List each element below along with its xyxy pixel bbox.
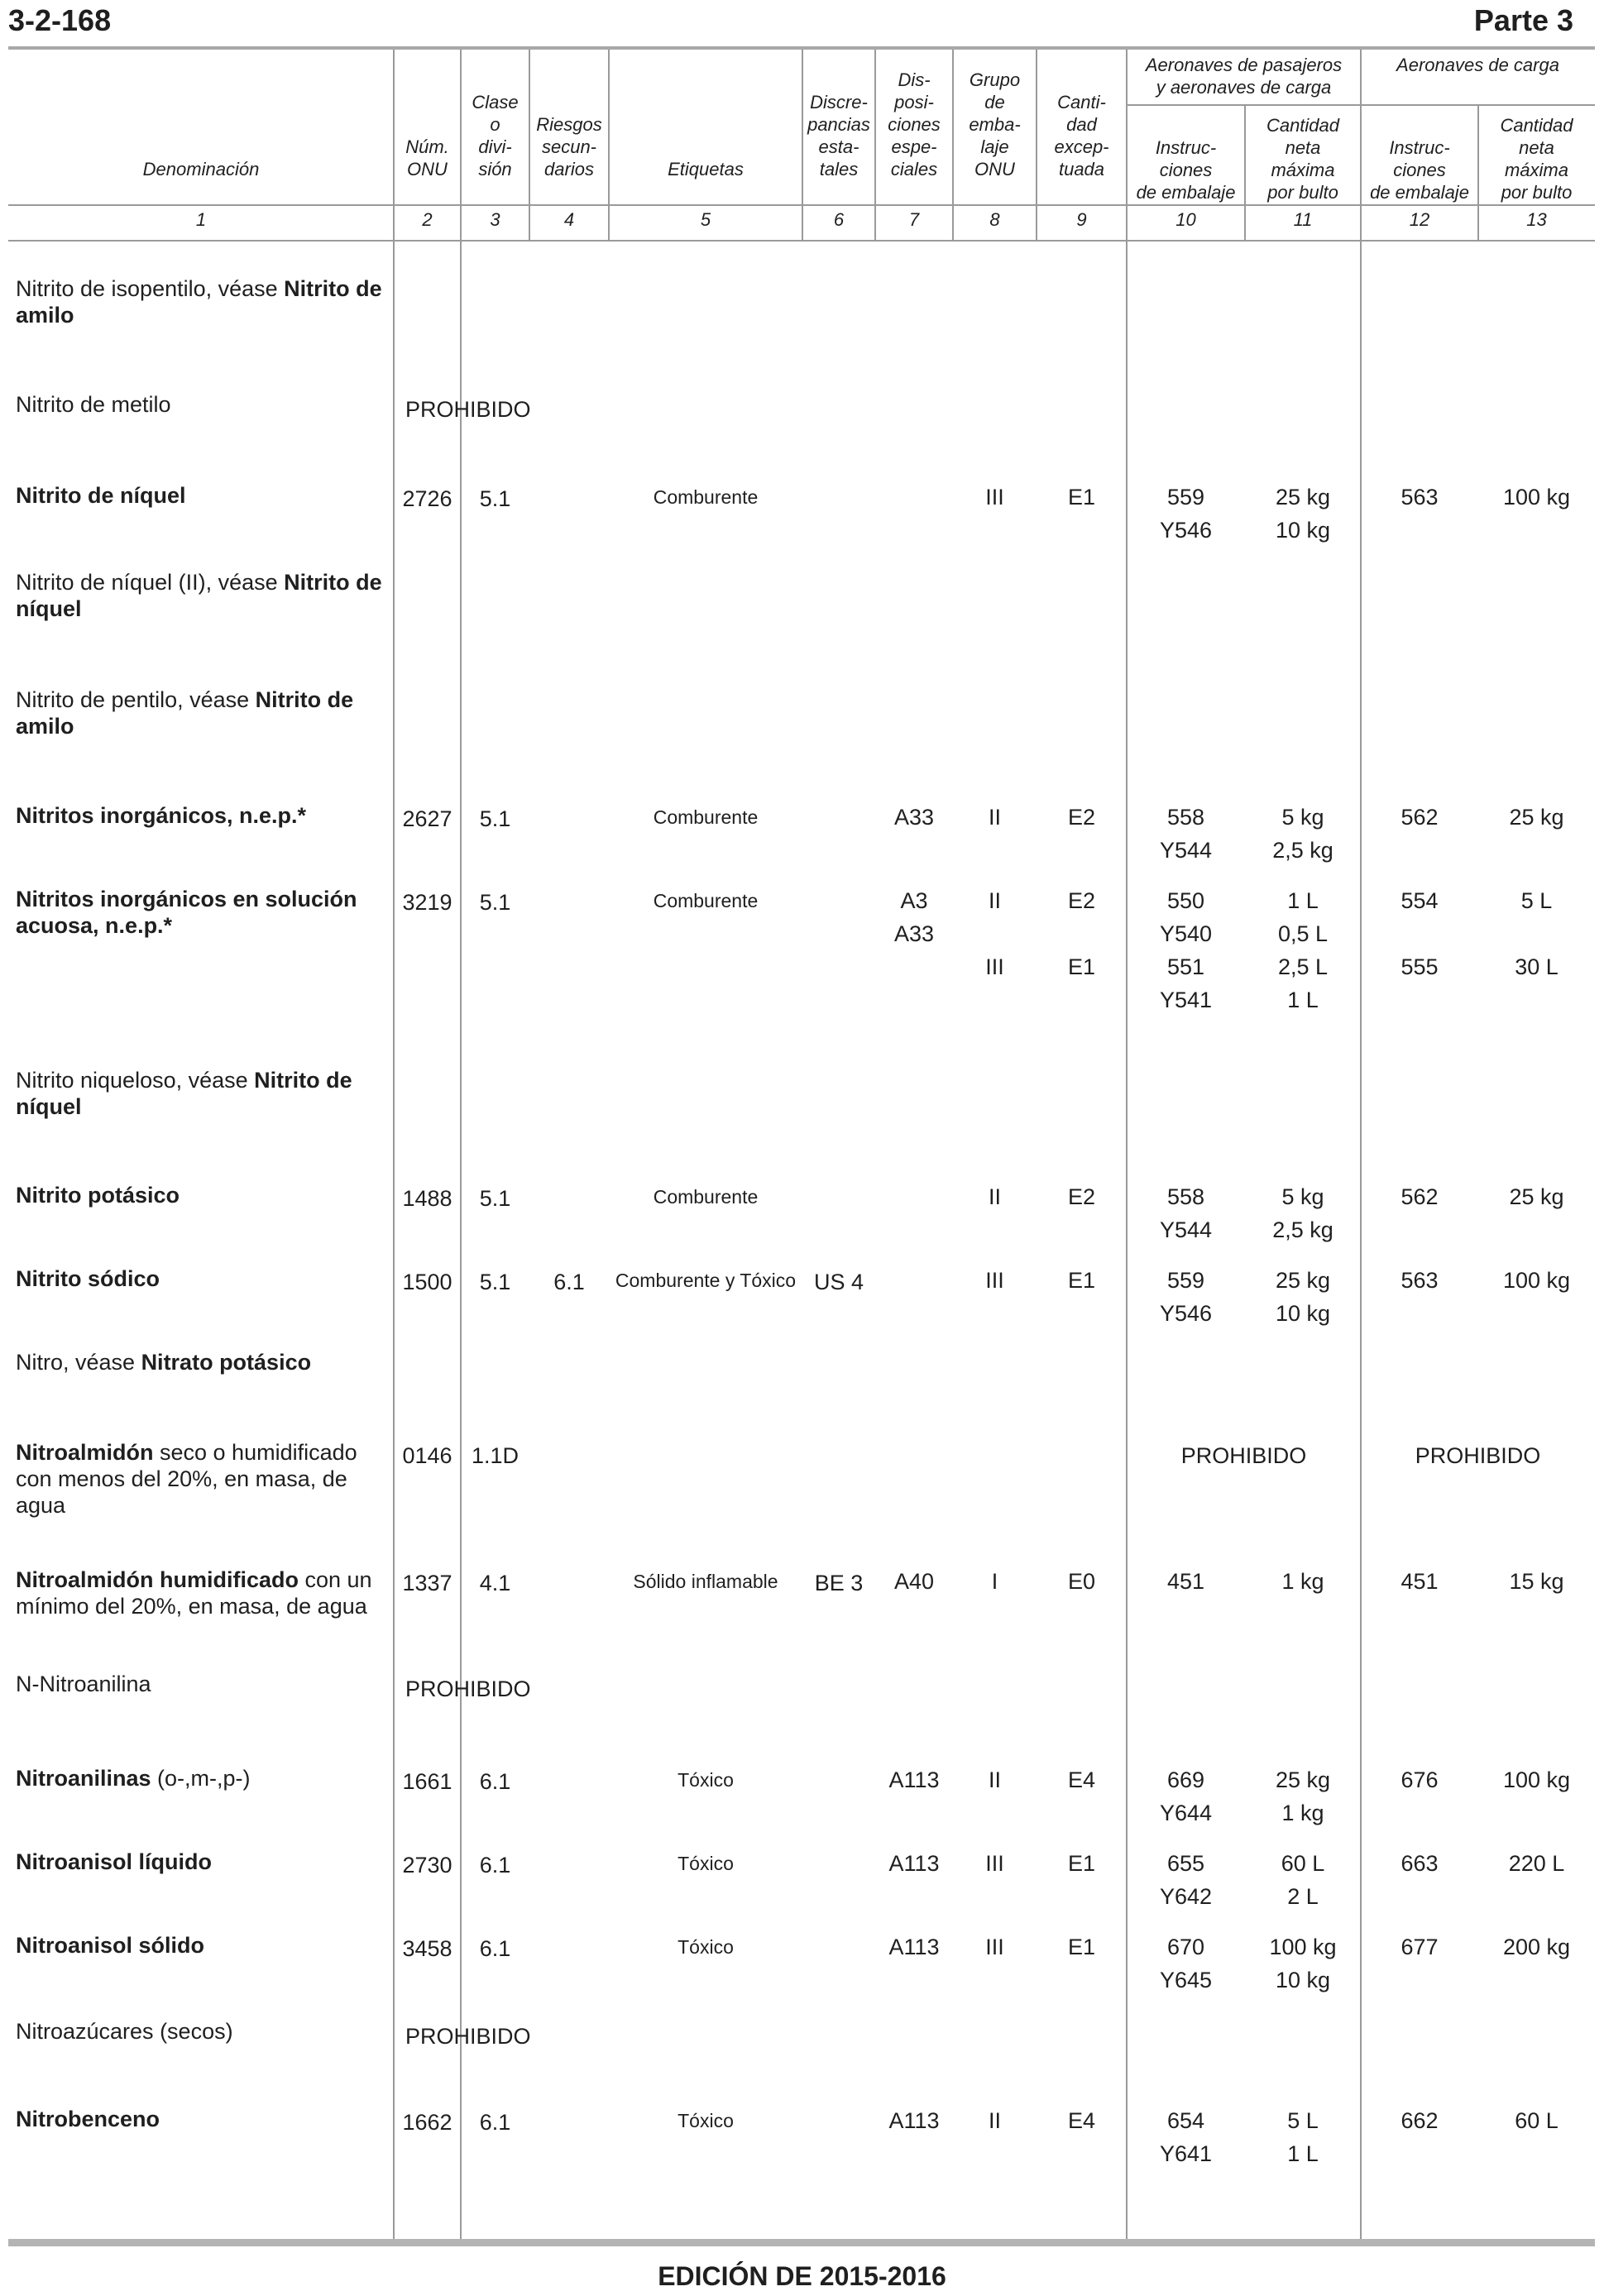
passenger-packing-instruction: Y644 xyxy=(1159,1801,1213,1825)
cargo-packing-instruction: 662 xyxy=(1401,2108,1439,2133)
entry-name xyxy=(16,1067,388,1120)
entry-name-text: Nitrito niqueloso, véase xyxy=(16,1068,255,1093)
cargo-max-quantity: 15 kg xyxy=(1509,1569,1564,1594)
excepted-quantity: E2 xyxy=(1067,1184,1096,1209)
passenger-packing-instruction: 559 xyxy=(1166,485,1205,509)
column-divider xyxy=(460,50,462,2239)
entry-name-bold: Nitrito de níquel xyxy=(16,483,186,508)
packing-group: III xyxy=(985,954,1004,979)
entry-name xyxy=(16,1439,388,1519)
passenger-max-quantity: 25 kg xyxy=(1275,485,1331,509)
entry-name-text: con un mínimo del 20%, en masa, de agua xyxy=(16,1567,372,1619)
entry-name-text: Nitroazúcares (secos) xyxy=(16,2019,233,2044)
un-number: 0146 xyxy=(402,1443,452,1468)
passenger-max-quantity: 5 kg xyxy=(1281,805,1324,830)
cargo-max-quantity: 60 L xyxy=(1515,2108,1559,2133)
entry-name-bold: Nitroalmidón xyxy=(16,1440,154,1465)
cargo-packing-instruction: 563 xyxy=(1401,1268,1439,1293)
group-header-cargo: Aeronaves de carga xyxy=(1396,55,1559,75)
entry-name-bold: Nitrito de amilo xyxy=(16,276,382,328)
label-text: Tóxico xyxy=(678,1853,734,1874)
column-number: 1 xyxy=(195,209,207,230)
class-division: 5.1 xyxy=(479,1270,511,1294)
label-text: Tóxico xyxy=(678,1936,734,1958)
passenger-max-quantity: 25 kg xyxy=(1275,1268,1331,1293)
entry-name-bold: Nitroanilinas xyxy=(16,1766,151,1791)
column-number: 11 xyxy=(1293,209,1313,230)
state-variation: US 4 xyxy=(813,1270,864,1294)
passenger-max-quantity: 1 L xyxy=(1287,888,1319,913)
entry-name-bold: Nitrito potásico xyxy=(16,1183,180,1208)
class-division: 5.1 xyxy=(479,486,511,511)
cargo-max-quantity: 200 kg xyxy=(1502,1935,1571,1959)
un-number: 3219 xyxy=(402,890,452,915)
part-label: Parte 3 xyxy=(1473,3,1573,37)
special-provision: A33 xyxy=(893,921,935,946)
cargo-packing-instruction: 562 xyxy=(1401,805,1439,830)
entry-name xyxy=(16,275,388,328)
entry-name xyxy=(16,1932,388,1959)
class-division: 4.1 xyxy=(479,1571,511,1595)
passenger-max-quantity: 5 kg xyxy=(1281,1184,1324,1209)
passenger-max-quantity: 10 kg xyxy=(1275,518,1331,543)
entry-name xyxy=(16,2018,388,2045)
entry-name-text: (o-,m-,p-) xyxy=(151,1766,251,1791)
entry-name xyxy=(16,886,388,939)
column-header-c4: Riesgos secun- darios xyxy=(536,114,602,179)
passenger-max-quantity: 2,5 L xyxy=(1277,954,1329,979)
entry-name-text: Nitrito de níquel (II), véase xyxy=(16,570,285,595)
passenger-packing-instruction: 670 xyxy=(1166,1935,1205,1959)
passenger-max-quantity: 2,5 kg xyxy=(1272,838,1333,863)
column-header-c9: Canti- dad excep- tuada xyxy=(1054,92,1109,179)
excepted-quantity: E1 xyxy=(1067,1851,1096,1876)
column-number: 8 xyxy=(989,209,1000,230)
class-division: 5.1 xyxy=(479,890,511,915)
passenger-packing-instruction: Y645 xyxy=(1159,1968,1213,1992)
passenger-packing-instruction: 669 xyxy=(1166,1767,1205,1792)
label-text: Tóxico xyxy=(678,1769,734,1791)
passenger-max-quantity: 1 L xyxy=(1287,988,1319,1012)
un-number: 3458 xyxy=(402,1936,452,1961)
entry-name-bold: Nitrito sódico xyxy=(16,1266,160,1291)
column-number: 9 xyxy=(1076,209,1087,230)
entry-name-bold: Nitrito de amilo xyxy=(16,687,354,739)
passenger-max-quantity: 60 L xyxy=(1281,1851,1325,1876)
un-number: 1662 xyxy=(402,2110,452,2135)
passenger-max-quantity: 5 L xyxy=(1287,2108,1319,2133)
packing-group: I xyxy=(991,1569,998,1594)
page-number: 3-2-168 xyxy=(8,3,112,37)
entry-name-text: Nitrito de isopentilo, véase xyxy=(16,276,285,301)
entry-name-text: seco o humidificado con menos del 20%, en masa, de agua xyxy=(16,1440,357,1518)
passenger-packing-instruction: 550 xyxy=(1166,888,1205,913)
passenger-packing-instruction: Y546 xyxy=(1159,518,1213,543)
passenger-packing-instruction: Y540 xyxy=(1159,921,1213,946)
column-header-c3: Clase o divi- sión xyxy=(472,92,519,179)
column-header-c1: Denominación xyxy=(142,159,260,179)
entry-name xyxy=(16,391,388,418)
column-header-c7: Dis- posi- ciones espe- ciales xyxy=(888,69,941,179)
entry-name xyxy=(16,1567,388,1619)
packing-group: II xyxy=(988,805,1001,830)
excepted-quantity: E2 xyxy=(1067,888,1096,913)
entry-name-text: N-Nitroanilina xyxy=(16,1672,151,1696)
group-header-passenger: Aeronaves de pasajeros y aeronaves de carga xyxy=(1145,55,1343,98)
cargo-max-quantity: 100 kg xyxy=(1502,485,1571,509)
class-division: 1.1D xyxy=(471,1443,520,1468)
passenger-packing-instruction: Y642 xyxy=(1159,1884,1213,1909)
packing-group: III xyxy=(985,1851,1004,1876)
prohibited-notice: PROHIBIDO xyxy=(405,2024,531,2049)
column-number: 13 xyxy=(1526,209,1547,230)
passenger-max-quantity: 2 L xyxy=(1287,1884,1319,1909)
passenger-max-quantity: 2,5 kg xyxy=(1272,1217,1333,1242)
column-number: 2 xyxy=(422,209,433,230)
label-text: Tóxico xyxy=(678,2110,734,2131)
passenger-packing-instruction: Y544 xyxy=(1159,1217,1213,1242)
header-rule xyxy=(8,204,1595,206)
excepted-quantity: E1 xyxy=(1067,1268,1096,1293)
entry-name-bold: Nitrobenceno xyxy=(16,2107,160,2131)
packing-group: III xyxy=(985,1935,1004,1959)
special-provision: A40 xyxy=(893,1569,935,1594)
passenger-max-quantity: 100 kg xyxy=(1269,1935,1337,1959)
entry-name-bold: Nitroalmidón humidificado xyxy=(16,1567,299,1592)
class-division: 5.1 xyxy=(479,1186,511,1211)
column-number: 5 xyxy=(700,209,711,230)
column-header-c8: Grupo de emba- laje ONU xyxy=(969,69,1021,179)
entry-name-text: Nitro, véase xyxy=(16,1350,141,1375)
column-header-c5: Etiquetas xyxy=(668,159,744,179)
passenger-max-quantity: 25 kg xyxy=(1275,1767,1331,1792)
passenger-max-quantity: 1 kg xyxy=(1281,1569,1324,1594)
special-provision: A113 xyxy=(888,1935,940,1959)
header-rule xyxy=(8,240,1595,242)
column-number: 10 xyxy=(1175,209,1196,230)
un-number: 1488 xyxy=(402,1186,452,1211)
entry-name-bold: Nitrito de níquel xyxy=(16,570,382,621)
cargo-packing-instruction: 663 xyxy=(1401,1851,1439,1876)
entry-name-text: Nitrito de pentilo, véase xyxy=(16,687,256,712)
entry-name xyxy=(16,1182,388,1208)
un-number: 1661 xyxy=(402,1769,452,1794)
passenger-packing-instruction: Y641 xyxy=(1159,2141,1213,2166)
passenger-max-quantity: 0,5 L xyxy=(1277,921,1329,946)
cargo-max-quantity: 30 L xyxy=(1515,954,1559,979)
excepted-quantity: E1 xyxy=(1067,485,1096,509)
un-number: 1337 xyxy=(402,1571,452,1595)
class-division: 6.1 xyxy=(479,1936,511,1961)
cargo-prohibited: PROHIBIDO xyxy=(1415,1443,1541,1468)
special-provision: A33 xyxy=(893,805,935,830)
passenger-max-quantity: 10 kg xyxy=(1275,1968,1331,1992)
cargo-max-quantity: 220 L xyxy=(1508,1851,1565,1876)
passenger-prohibited: PROHIBIDO xyxy=(1180,1443,1307,1468)
column-header-c13: Cantidad neta máxima por bulto xyxy=(1500,115,1573,203)
cargo-packing-instruction: 563 xyxy=(1401,485,1439,509)
class-division: 6.1 xyxy=(479,2110,511,2135)
passenger-max-quantity: 10 kg xyxy=(1275,1301,1331,1326)
entry-name-bold: Nitritos inorgánicos, n.e.p.* xyxy=(16,803,307,828)
column-number: 12 xyxy=(1409,209,1430,230)
packing-group: III xyxy=(985,485,1004,509)
class-division: 5.1 xyxy=(479,806,511,831)
passenger-packing-instruction: Y544 xyxy=(1159,838,1213,863)
un-number: 2627 xyxy=(402,806,452,831)
class-division: 6.1 xyxy=(479,1853,511,1877)
passenger-packing-instruction: 558 xyxy=(1166,1184,1205,1209)
group-divider xyxy=(1127,104,1595,106)
entry-name-bold: Nitrato potásico xyxy=(141,1350,312,1375)
label-text: Comburente xyxy=(653,890,759,911)
passenger-packing-instruction: 559 xyxy=(1166,1268,1205,1293)
packing-group: II xyxy=(988,888,1001,913)
entry-name xyxy=(16,1671,388,1697)
excepted-quantity: E4 xyxy=(1067,2108,1096,2133)
entry-name-bold: Nitritos inorgánicos en solución acuosa, n.e.p.* xyxy=(16,887,357,938)
excepted-quantity: E2 xyxy=(1067,805,1096,830)
column-number: 6 xyxy=(833,209,845,230)
cargo-packing-instruction: 554 xyxy=(1401,888,1439,913)
passenger-packing-instruction: 451 xyxy=(1166,1569,1205,1594)
entry-name-bold: Nitroanisol sólido xyxy=(16,1933,205,1958)
entry-name xyxy=(16,1849,388,1875)
excepted-quantity: E1 xyxy=(1067,954,1096,979)
label-text: Comburente xyxy=(653,1186,759,1208)
excepted-quantity: E0 xyxy=(1067,1569,1096,1594)
entry-name xyxy=(16,1765,388,1791)
column-header-c6: Discre- pancias esta- tales xyxy=(807,92,870,179)
cargo-packing-instruction: 451 xyxy=(1401,1569,1439,1594)
excepted-quantity: E4 xyxy=(1067,1767,1096,1792)
packing-group: III xyxy=(985,1268,1004,1293)
un-number: 1500 xyxy=(402,1270,452,1294)
entry-name-bold: Nitroanisol líquido xyxy=(16,1849,212,1874)
edition-footer: EDICIÓN DE 2015-2016 xyxy=(658,2261,946,2291)
label-text: Comburente xyxy=(653,806,759,828)
passenger-packing-instruction: Y546 xyxy=(1159,1301,1213,1326)
entry-name xyxy=(16,802,388,829)
cargo-packing-instruction: 562 xyxy=(1401,1184,1439,1209)
cargo-max-quantity: 25 kg xyxy=(1509,805,1564,830)
column-header-c10: Instruc- ciones de embalaje xyxy=(1136,137,1236,203)
entry-name xyxy=(16,686,388,739)
packing-group: II xyxy=(988,1184,1001,1209)
secondary-risk: 6.1 xyxy=(553,1270,585,1294)
cargo-max-quantity: 100 kg xyxy=(1502,1268,1571,1293)
prohibited-notice: PROHIBIDO xyxy=(405,1677,531,1701)
entry-name-bold: Nitrito de níquel xyxy=(16,1068,352,1119)
special-provision: A113 xyxy=(888,1767,940,1792)
un-number: 2726 xyxy=(402,486,452,511)
state-variation: BE 3 xyxy=(814,1571,864,1595)
passenger-packing-instruction: Y541 xyxy=(1159,988,1213,1012)
special-provision: A113 xyxy=(888,2108,940,2133)
label-text: Comburente xyxy=(653,486,759,508)
class-division: 6.1 xyxy=(479,1769,511,1794)
entry-name xyxy=(16,482,388,509)
bottom-rule xyxy=(8,2239,1595,2246)
passenger-max-quantity: 1 L xyxy=(1287,2141,1319,2166)
label-text: Sólido inflamable xyxy=(633,1571,778,1592)
passenger-packing-instruction: 551 xyxy=(1166,954,1205,979)
column-number: 3 xyxy=(490,209,500,230)
cargo-max-quantity: 25 kg xyxy=(1509,1184,1564,1209)
packing-group: II xyxy=(988,2108,1001,2133)
entry-name-text: Nitrito de metilo xyxy=(16,392,171,417)
entry-name xyxy=(16,2106,388,2132)
un-number: 2730 xyxy=(402,1853,452,1877)
passenger-packing-instruction: 558 xyxy=(1166,805,1205,830)
entry-name xyxy=(16,1349,388,1375)
special-provision: A113 xyxy=(888,1851,940,1876)
column-number: 4 xyxy=(563,209,575,230)
passenger-max-quantity: 1 kg xyxy=(1281,1801,1324,1825)
passenger-packing-instruction: 654 xyxy=(1166,2108,1205,2133)
column-divider xyxy=(393,50,395,2239)
column-header-c11: Cantidad neta máxima por bulto xyxy=(1266,115,1340,203)
column-header-c2: Núm. ONU xyxy=(405,136,449,179)
entry-name xyxy=(16,569,388,622)
cargo-packing-instruction: 555 xyxy=(1401,954,1439,979)
column-number: 7 xyxy=(908,209,920,230)
prohibited-notice: PROHIBIDO xyxy=(405,397,531,422)
cargo-max-quantity: 5 L xyxy=(1520,888,1553,913)
cargo-max-quantity: 100 kg xyxy=(1502,1767,1571,1792)
excepted-quantity: E1 xyxy=(1067,1935,1096,1959)
cargo-packing-instruction: 676 xyxy=(1401,1767,1439,1792)
passenger-packing-instruction: 655 xyxy=(1166,1851,1205,1876)
cargo-packing-instruction: 677 xyxy=(1401,1935,1439,1959)
label-text: Comburente y Tóxico xyxy=(615,1270,797,1291)
column-header-c12: Instruc- ciones de embalaje xyxy=(1370,137,1469,203)
packing-group: II xyxy=(988,1767,1001,1792)
entry-name xyxy=(16,1265,388,1292)
special-provision: A3 xyxy=(900,888,928,913)
